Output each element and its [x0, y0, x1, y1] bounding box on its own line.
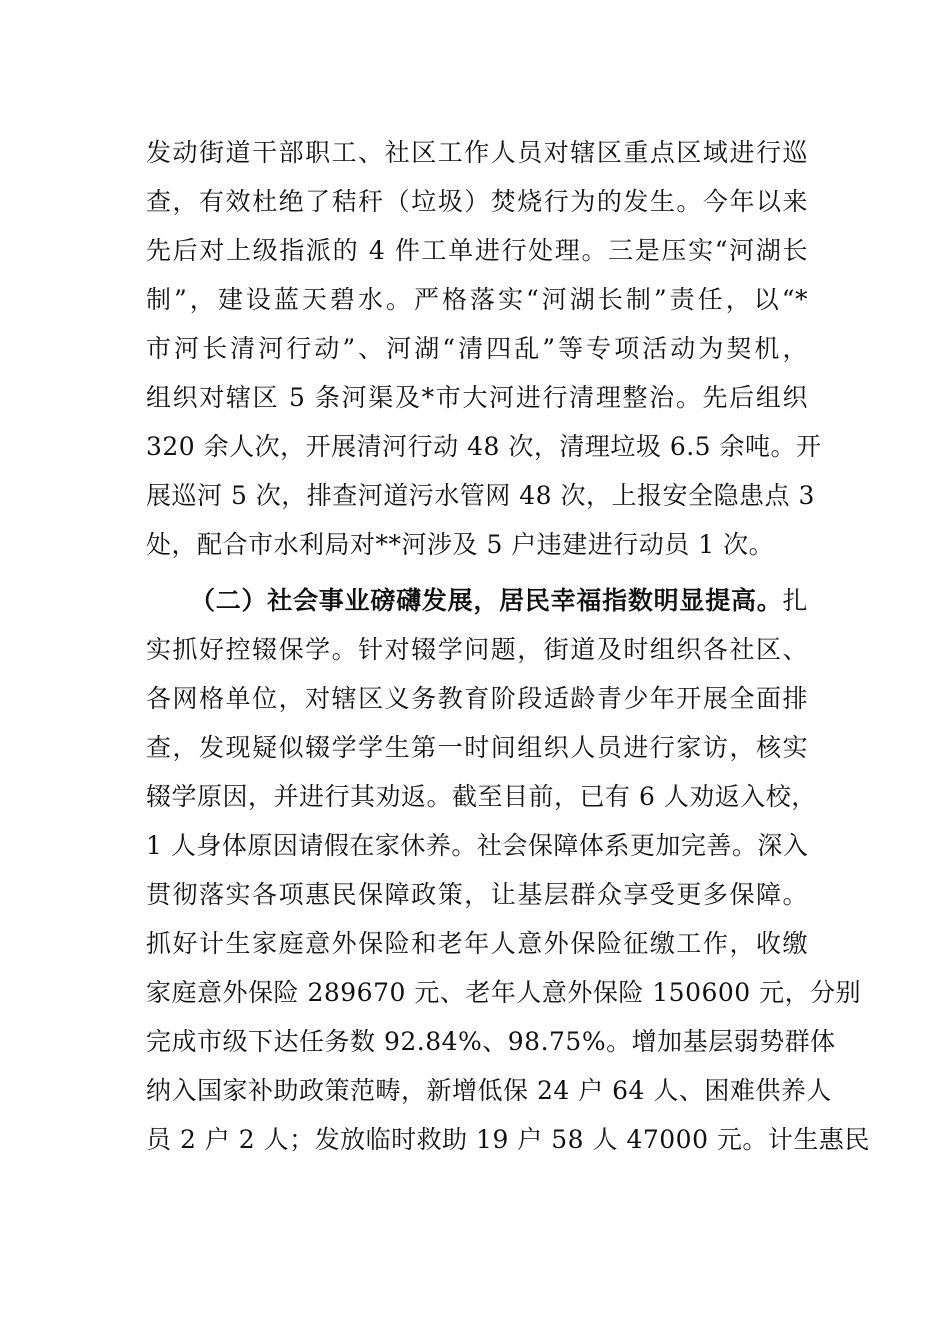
text-line: 家庭意外保险 289670 元、老年人意外保险 150600 元，分别: [146, 978, 862, 1007]
text-line: 查，发现疑似辍学学生第一时间组织人员进行家访，核实: [146, 733, 808, 762]
section-heading-line: [190, 581, 808, 621]
text-line: 辍学原因，并进行其劝返。截至目前，已有 6 人劝返入校，: [146, 782, 817, 811]
text-line: 发动街道干部职工、社区工作人员对辖区重点区域进行巡: [146, 138, 808, 167]
text-line: 320 余人次，开展清河行动 48 次，清理垃圾 6.5 余吨。开: [146, 432, 822, 461]
text-line: 完成市级下达任务数 92.84%、98.75%。增加基层弱势群体: [146, 1027, 836, 1056]
text-line: 制”，建设蓝天碧水。严格落实“河湖长制”责任，以“*: [146, 285, 808, 314]
text-line: 各网格单位，对辖区义务教育阶段适龄青少年开展全面排: [146, 684, 808, 713]
text-line: 员 2 户 2 人；发放临时救助 19 户 58 人 47000 元。计生惠民: [146, 1125, 870, 1154]
text-line: 贯彻落实各项惠民保障政策，让基层群众享受更多保障。: [146, 880, 808, 909]
text-line: 组织对辖区 5 条河渠及*市大河进行清理整治。先后组织: [146, 383, 808, 412]
section-heading: （二）社会事业磅礴发展，居民幸福指数明显提高。: [190, 586, 783, 615]
text-line: 展巡河 5 次，排查河道污水管网 48 次，上报安全隐患点 3: [146, 481, 815, 510]
text-line: 先后对上级指派的 4 件工单进行处理。三是压实“河湖长: [146, 236, 808, 265]
text-line: 抓好计生家庭意外保险和老年人意外保险征缴工作，收缴: [146, 929, 808, 958]
text-line: 市河长清河行动”、河湖“清四乱”等专项活动为契机，: [146, 334, 808, 363]
text-line: 纳入国家补助政策范畴，新增低保 24 户 64 人、困难供养人: [146, 1076, 832, 1105]
text-line: 处，配合市水利局对**河涉及 5 户违建进行动员 1 次。: [146, 530, 775, 559]
text-line: 查，有效杜绝了秸秆（垃圾）焚烧行为的发生。今年以来: [146, 187, 808, 216]
text-line: 1 人身体原因请假在家休养。社会保障体系更加完善。深入: [146, 831, 809, 860]
text-line: 实抓好控辍保学。针对辍学问题，街道及时组织各社区、: [146, 635, 808, 664]
text-fragment: 扎: [782, 586, 808, 615]
